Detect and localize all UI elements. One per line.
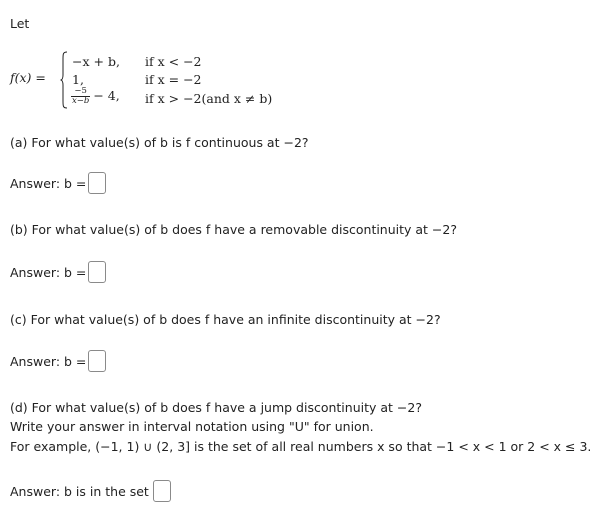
answer-a-row [10,172,106,194]
question-c: (c) For what value(s) of b does f have an infinite discontinuity at −2? [10,312,441,327]
case-1-condition: if x < −2 [145,54,202,69]
case-3-condition: if x > −2(and x ≠ b) [145,91,273,106]
answer-c-label: Answer: b = [10,353,87,369]
left-brace-icon [60,51,68,109]
case-3-expression [71,87,120,106]
case-3-fraction-denominator: x−b [72,96,90,106]
intro-text: Let [10,16,30,31]
answer-c-row [10,350,106,372]
case-2-expression: 1, [72,72,84,87]
question-d: (d) For what value(s) of b does f have a jump discontinuity at −2? [10,400,422,415]
case-1-expression: −x + b, [72,54,120,69]
case-3-fraction-numerator: −5 [71,87,90,97]
answer-d-row [10,480,171,502]
answer-d-label: Answer: b is in the set [10,483,149,499]
case-3-expression-rest: − 4, [93,88,120,103]
case-3-fraction [71,87,90,106]
answer-d-input[interactable] [153,480,171,502]
answer-b-row [10,261,106,283]
answer-a-label: Answer: b = [10,175,87,191]
answer-a-input[interactable] [88,172,106,194]
question-a: (a) For what value(s) of b is f continuous at −2? [10,135,309,150]
answer-c-input[interactable] [88,350,106,372]
question-d-example: For example, (−1, 1) ∪ (2, 3] is the set of all real numbers x so that −1 < x < 1 or 2 < x ≤ 3. [10,439,592,454]
question-b: (b) For what value(s) of b does f have a removable discontinuity at −2? [10,222,457,237]
answer-b-label: Answer: b = [10,264,87,280]
case-2-condition: if x = −2 [145,72,202,87]
question-d-instruction: Write your answer in interval notation using "U" for union. [10,419,374,434]
function-lhs: f(x) = [10,70,46,85]
answer-b-input[interactable] [88,261,106,283]
